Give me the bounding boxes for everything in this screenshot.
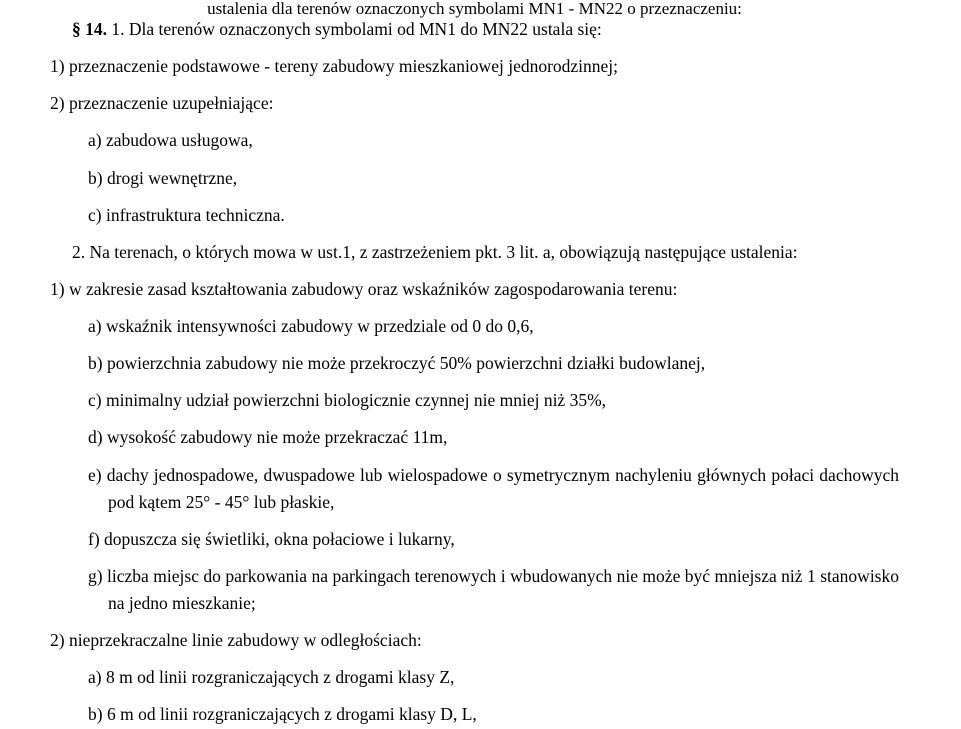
paragraph-ust2-1g: g) liczba miejsc do parkowania na parkingach terenowych i wbudowanych nie może być mniejsza niż 1 stanowisko na jedno mieszkanie;: [88, 565, 899, 613]
paragraph-ust-2: 2. Na terenach, o których mowa w ust.1, z zastrzeżeniem pkt. 3 lit. a, obowiązują następujące ustalenia:: [72, 241, 798, 262]
paragraph-item-2c: c) infrastruktura techniczna.: [88, 204, 285, 225]
paragraph-ust2-2b: b) 6 m od linii rozgraniczających z drogami klasy D, L,: [88, 704, 477, 725]
paragraph-ust2-1d: d) wysokość zabudowy nie może przekraczać 11m,: [88, 427, 448, 448]
paragraph-item-2a: a) zabudowa usługowa,: [88, 130, 253, 151]
section-marker: § 14.: [72, 19, 107, 39]
section-14-text: 1. Dla terenów oznaczonych symbolami od MN1 do MN22 ustala się:: [107, 19, 602, 39]
clipped-top-line: ustalenia dla terenów oznaczonych symbolami MN1 - MN22 o przeznaczeniu:: [207, 0, 742, 18]
paragraph-ust2-item-1: 1) w zakresie zasad kształtowania zabudowy oraz wskaźników zagospodarowania terenu:: [50, 278, 678, 299]
paragraph-section-14: [72, 16, 899, 43]
paragraph-ust2-item-2: 2) nieprzekraczalne linie zabudowy w odległościach:: [50, 630, 422, 651]
paragraph-item-2: 2) przeznaczenie uzupełniające:: [50, 93, 274, 114]
paragraph-ust2-1b: b) powierzchnia zabudowy nie może przekroczyć 50% powierzchni działki budowlanej,: [88, 353, 706, 374]
paragraph-ust2-2a: a) 8 m od linii rozgraniczających z drogami klasy Z,: [88, 667, 455, 688]
paragraph-ust2-1f: f) dopuszcza się świetliki, okna połaciowe i lukarny,: [88, 528, 455, 549]
paragraph-ust2-1e: e) dachy jednospadowe, dwuspadowe lub wielospadowe o symetrycznym nachyleniu głównych połaci dachowych pod kątem 25° - 45° lub płaskie,: [88, 464, 899, 512]
paragraph-ust2-1c: c) minimalny udział powierzchni biologicznie czynnej nie mniej niż 35%,: [88, 390, 607, 411]
paragraph-item-1: 1) przeznaczenie podstawowe - tereny zabudowy mieszkaniowej jednorodzinnej;: [50, 56, 619, 77]
paragraph-item-2b: b) drogi wewnętrzne,: [88, 167, 238, 188]
paragraph-ust2-1a: a) wskaźnik intensywności zabudowy w przedziale od 0 do 0,6,: [88, 316, 534, 336]
